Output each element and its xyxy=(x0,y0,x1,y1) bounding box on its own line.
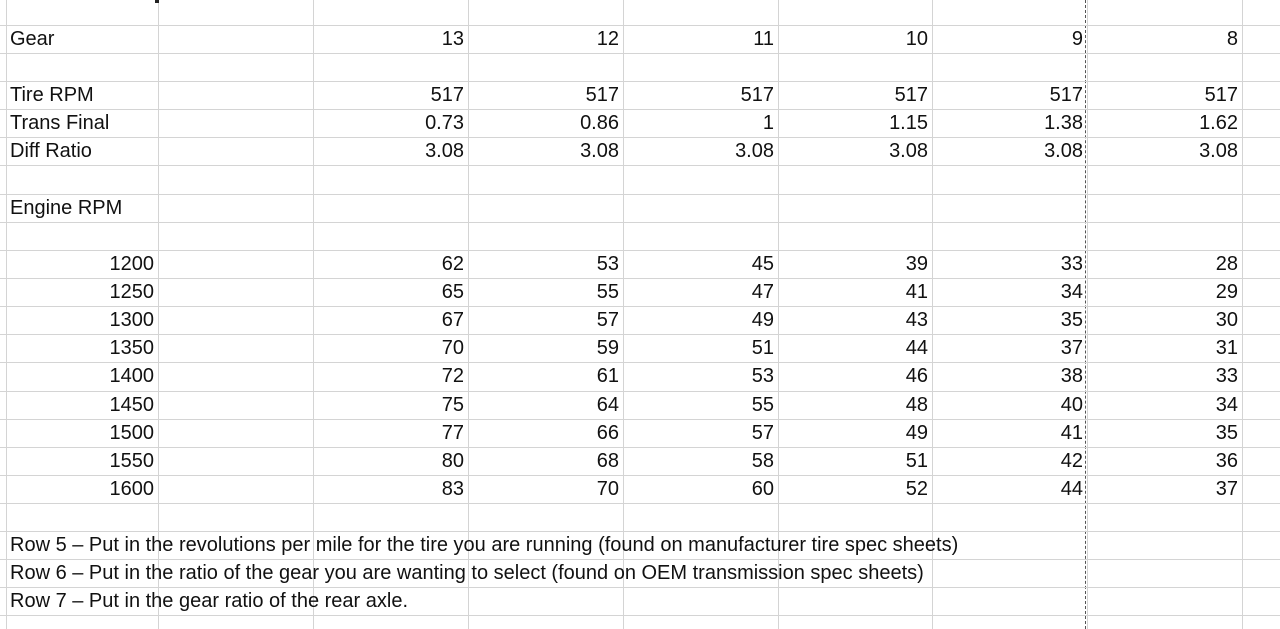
tire-rpm-cell[interactable]: 517 xyxy=(740,84,774,106)
speed-value-cell[interactable]: 36 xyxy=(1215,450,1238,472)
tire-rpm-label-cell[interactable]: Tire RPM xyxy=(10,84,94,106)
speed-value-cell[interactable]: 40 xyxy=(1060,394,1083,416)
column-divider xyxy=(1242,0,1243,629)
diff-ratio-cell[interactable]: 3.08 xyxy=(1199,140,1238,162)
speed-value-cell[interactable]: 64 xyxy=(596,394,619,416)
speed-value-cell[interactable]: 52 xyxy=(905,478,928,500)
speed-value-cell[interactable]: 47 xyxy=(751,281,774,303)
engine-rpm-value-cell[interactable]: 1250 xyxy=(109,281,154,303)
speed-value-cell[interactable]: 53 xyxy=(751,365,774,387)
diff-ratio-cell[interactable]: 3.08 xyxy=(889,140,928,162)
row-divider xyxy=(0,194,1280,195)
speed-value-cell[interactable]: 66 xyxy=(596,422,619,444)
row-divider xyxy=(0,53,1280,54)
engine-rpm-value-cell[interactable]: 1450 xyxy=(109,394,154,416)
gear-13-cell[interactable]: 13 xyxy=(441,28,464,50)
speed-value-cell[interactable]: 51 xyxy=(905,450,928,472)
speed-value-cell[interactable]: 38 xyxy=(1060,365,1083,387)
speed-value-cell[interactable]: 43 xyxy=(905,309,928,331)
tire-rpm-cell[interactable]: 517 xyxy=(894,84,928,106)
speed-value-cell[interactable]: 33 xyxy=(1215,365,1238,387)
speed-value-cell[interactable]: 61 xyxy=(596,365,619,387)
engine-rpm-value-cell[interactable]: 1350 xyxy=(109,337,154,359)
speed-value-cell[interactable]: 33 xyxy=(1060,253,1083,275)
speed-value-cell[interactable]: 72 xyxy=(441,365,464,387)
speed-value-cell[interactable]: 37 xyxy=(1215,478,1238,500)
gear-11-cell[interactable]: 11 xyxy=(753,28,774,50)
speed-value-cell[interactable]: 80 xyxy=(441,450,464,472)
speed-value-cell[interactable]: 48 xyxy=(905,394,928,416)
speed-value-cell[interactable]: 58 xyxy=(751,450,774,472)
trans-final-label-cell[interactable]: Trans Final xyxy=(10,112,110,134)
trans-final-cell[interactable]: 1.62 xyxy=(1199,112,1238,134)
gear-10-cell[interactable]: 10 xyxy=(905,28,928,50)
speed-value-cell[interactable]: 57 xyxy=(596,309,619,331)
speed-value-cell[interactable]: 59 xyxy=(596,337,619,359)
speed-value-cell[interactable]: 55 xyxy=(596,281,619,303)
speed-value-cell[interactable]: 42 xyxy=(1060,450,1083,472)
cell-cursor-mark xyxy=(155,0,159,3)
engine-rpm-value-cell[interactable]: 1600 xyxy=(109,478,154,500)
note-row-6[interactable]: Row 6 – Put in the ratio of the gear you are wanting to select (found on OEM transmission spec sheets) xyxy=(10,562,924,584)
speed-value-cell[interactable]: 31 xyxy=(1215,337,1238,359)
tire-rpm-cell[interactable]: 517 xyxy=(1204,84,1238,106)
speed-value-cell[interactable]: 70 xyxy=(596,478,619,500)
speed-value-cell[interactable]: 45 xyxy=(751,253,774,275)
engine-rpm-value-cell[interactable]: 1300 xyxy=(109,309,154,331)
gear-label-cell[interactable]: Gear xyxy=(10,28,55,50)
speed-value-cell[interactable]: 49 xyxy=(751,309,774,331)
diff-ratio-cell[interactable]: 3.08 xyxy=(735,140,774,162)
speed-value-cell[interactable]: 70 xyxy=(441,337,464,359)
speed-value-cell[interactable]: 44 xyxy=(905,337,928,359)
diff-ratio-cell[interactable]: 3.08 xyxy=(425,140,464,162)
speed-value-cell[interactable]: 51 xyxy=(751,337,774,359)
engine-rpm-value-cell[interactable]: 1200 xyxy=(109,253,154,275)
speed-value-cell[interactable]: 44 xyxy=(1060,478,1083,500)
speed-value-cell[interactable]: 57 xyxy=(751,422,774,444)
row-divider xyxy=(0,503,1280,504)
engine-rpm-label-cell[interactable]: Engine RPM xyxy=(10,197,123,219)
tire-rpm-cell[interactable]: 517 xyxy=(1049,84,1083,106)
page-break-line xyxy=(1085,0,1086,629)
row-divider xyxy=(0,165,1280,166)
engine-rpm-value-cell[interactable]: 1550 xyxy=(109,450,154,472)
speed-value-cell[interactable]: 41 xyxy=(1060,422,1083,444)
tire-rpm-cell[interactable]: 517 xyxy=(430,84,464,106)
speed-value-cell[interactable]: 46 xyxy=(905,365,928,387)
diff-ratio-label-cell[interactable]: Diff Ratio xyxy=(10,140,92,162)
trans-final-cell[interactable]: 1.15 xyxy=(889,112,928,134)
gear-9-cell[interactable]: 9 xyxy=(1071,28,1083,50)
speed-value-cell[interactable]: 65 xyxy=(441,281,464,303)
engine-rpm-value-cell[interactable]: 1500 xyxy=(109,422,154,444)
speed-value-cell[interactable]: 41 xyxy=(905,281,928,303)
speed-value-cell[interactable]: 30 xyxy=(1215,309,1238,331)
engine-rpm-value-cell[interactable]: 1400 xyxy=(109,365,154,387)
speed-value-cell[interactable]: 83 xyxy=(441,478,464,500)
speed-value-cell[interactable]: 37 xyxy=(1060,337,1083,359)
speed-value-cell[interactable]: 75 xyxy=(441,394,464,416)
column-divider xyxy=(6,0,7,629)
row-divider xyxy=(0,615,1280,616)
trans-final-cell[interactable]: 1.38 xyxy=(1044,112,1083,134)
note-row-7[interactable]: Row 7 – Put in the gear ratio of the rear axle. xyxy=(10,590,408,612)
speed-value-cell[interactable]: 28 xyxy=(1215,253,1238,275)
trans-final-cell[interactable]: 0.73 xyxy=(425,112,464,134)
speed-value-cell[interactable]: 53 xyxy=(596,253,619,275)
speed-value-cell[interactable]: 77 xyxy=(441,422,464,444)
tire-rpm-cell[interactable]: 517 xyxy=(585,84,619,106)
note-row-5[interactable]: Row 5 – Put in the revolutions per mile for the tire you are running (found on manufacturer tire spec sheets) xyxy=(10,534,959,556)
speed-value-cell[interactable]: 60 xyxy=(751,478,774,500)
speed-value-cell[interactable]: 55 xyxy=(751,394,774,416)
speed-value-cell[interactable]: 49 xyxy=(905,422,928,444)
gear-8-cell[interactable]: 8 xyxy=(1226,28,1238,50)
speed-value-cell[interactable]: 62 xyxy=(441,253,464,275)
diff-ratio-cell[interactable]: 3.08 xyxy=(1044,140,1083,162)
diff-ratio-cell[interactable]: 3.08 xyxy=(580,140,619,162)
trans-final-cell[interactable]: 0.86 xyxy=(580,112,619,134)
speed-value-cell[interactable]: 29 xyxy=(1215,281,1238,303)
speed-value-cell[interactable]: 39 xyxy=(905,253,928,275)
speed-value-cell[interactable]: 34 xyxy=(1215,394,1238,416)
row-divider xyxy=(0,222,1280,223)
speed-value-cell[interactable]: 34 xyxy=(1060,281,1083,303)
trans-final-cell[interactable]: 1 xyxy=(762,112,774,134)
gear-12-cell[interactable]: 12 xyxy=(596,28,619,50)
speed-value-cell[interactable]: 35 xyxy=(1215,422,1238,444)
speed-value-cell[interactable]: 68 xyxy=(596,450,619,472)
speed-value-cell[interactable]: 35 xyxy=(1060,309,1083,331)
speed-value-cell[interactable]: 67 xyxy=(441,309,464,331)
